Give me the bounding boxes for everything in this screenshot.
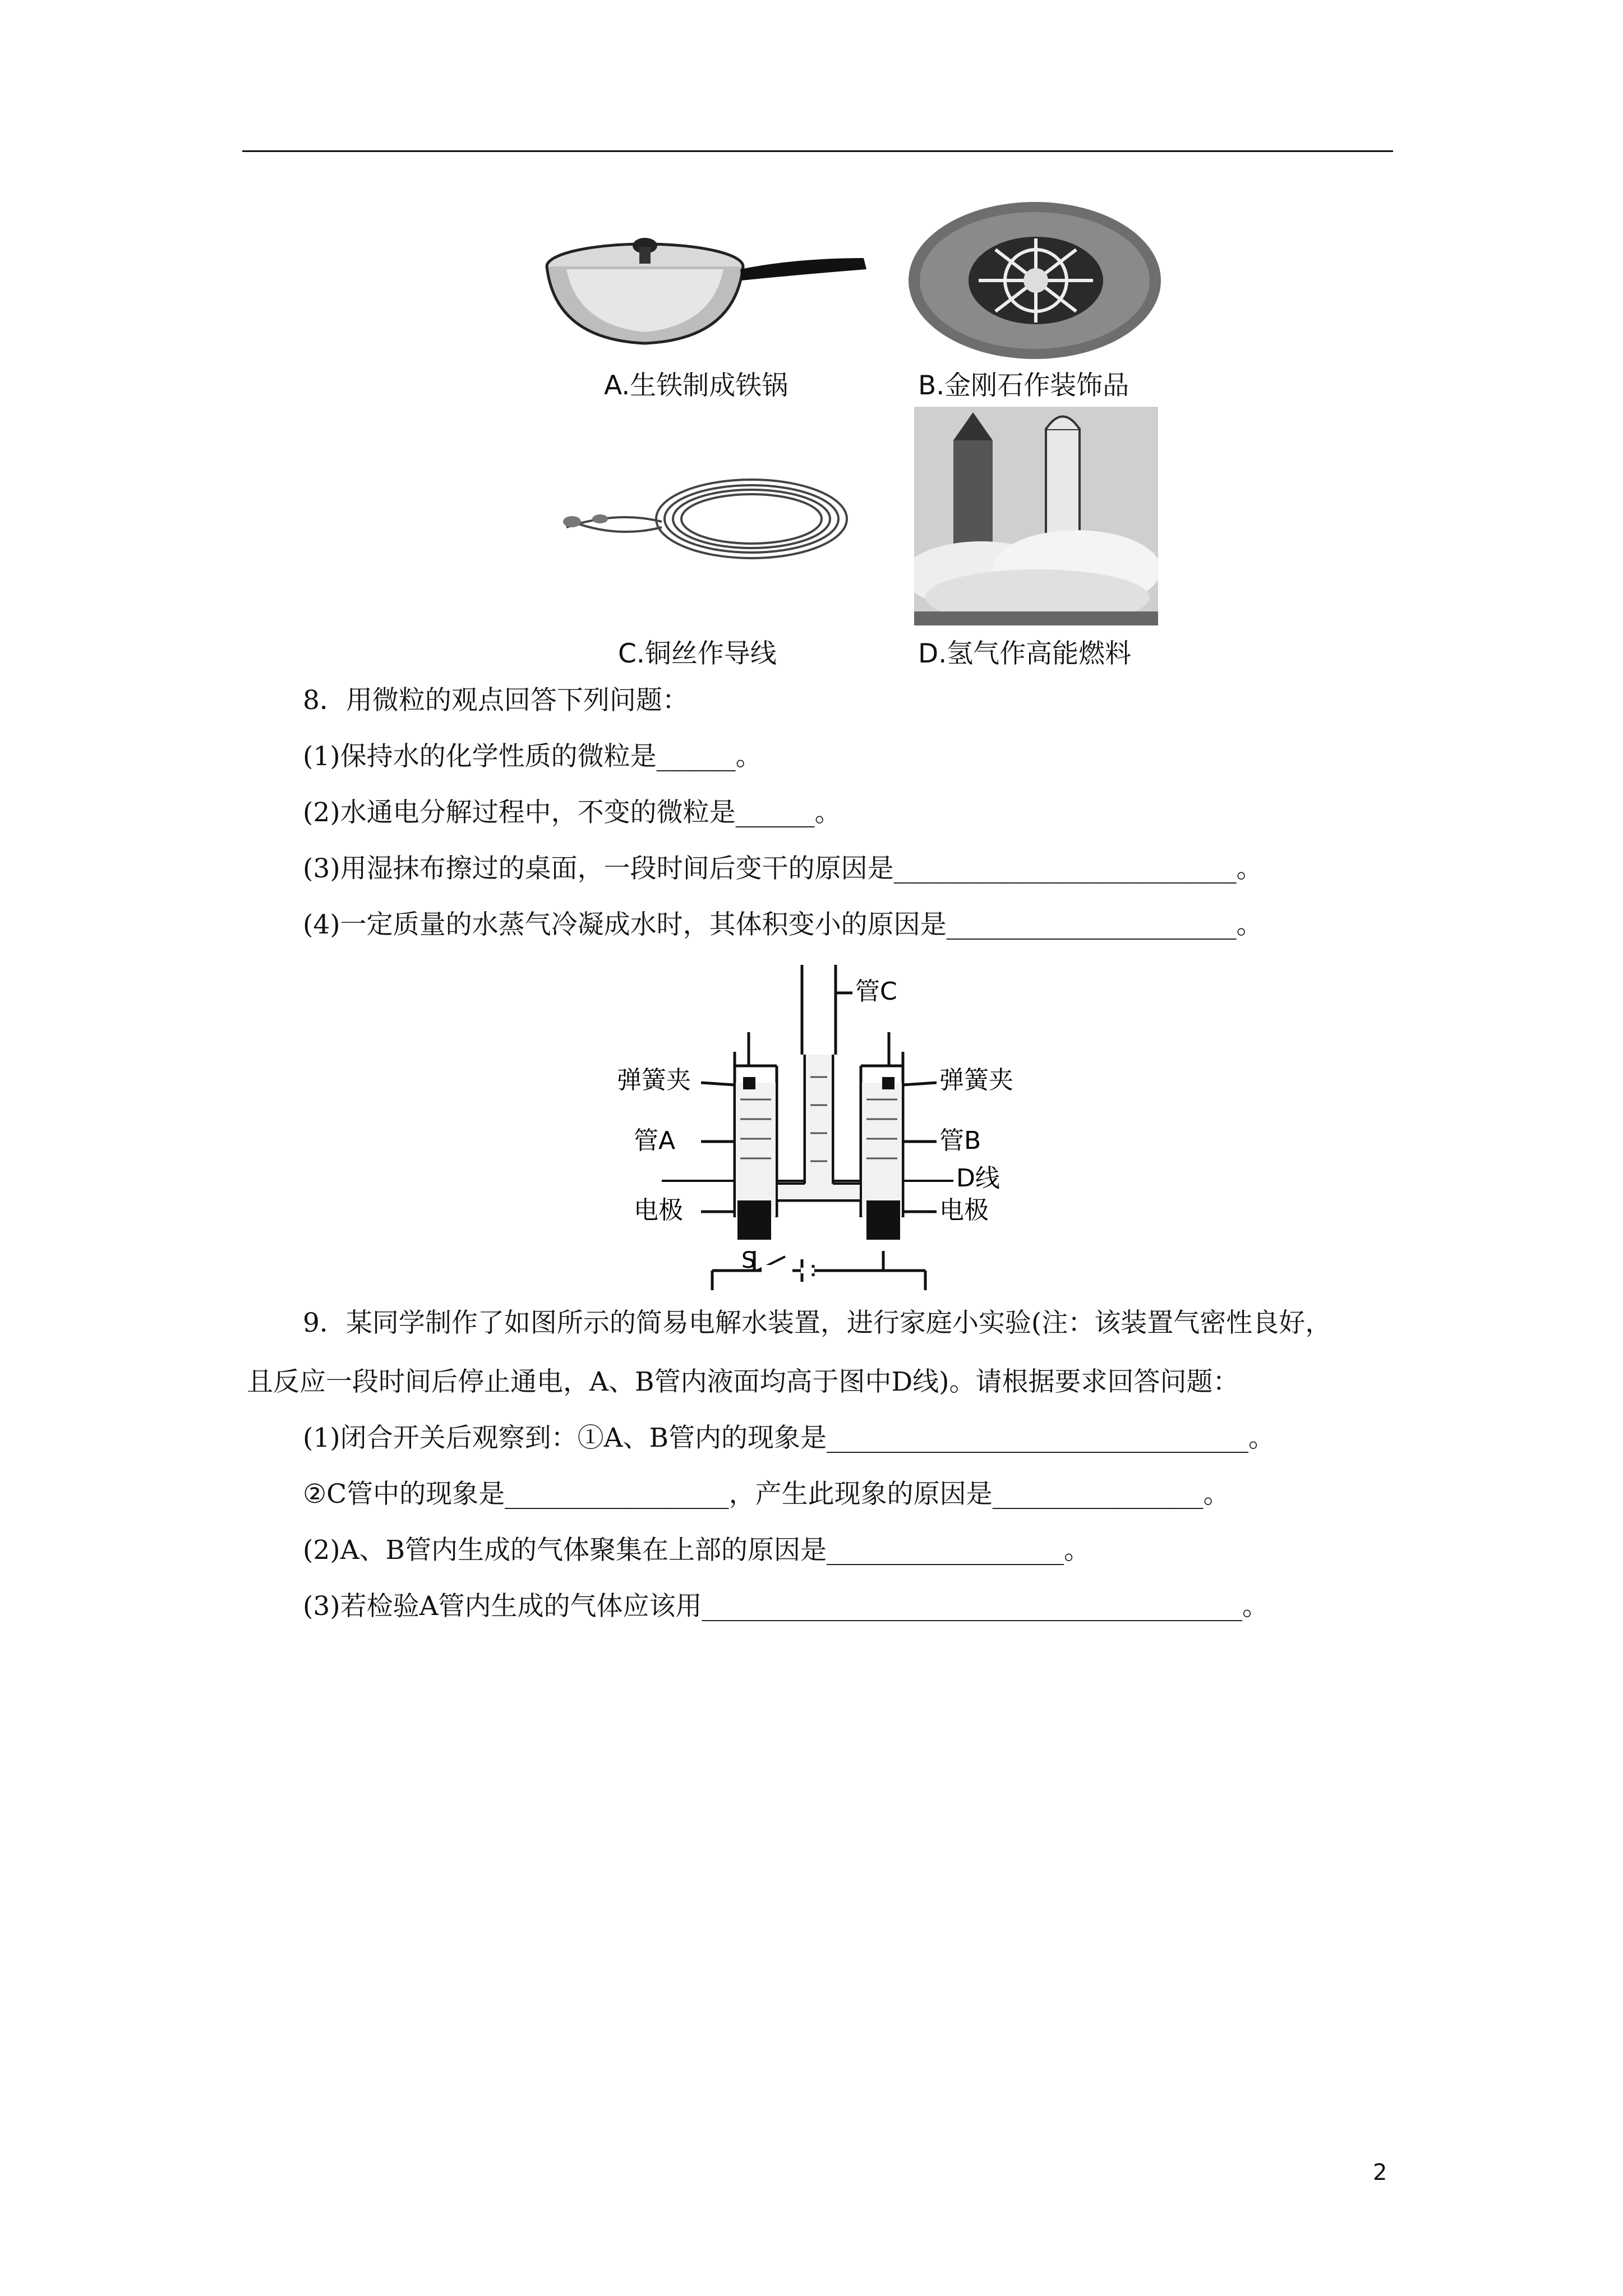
- q8-item-1: (1)保持水的化学性质的微粒是______。: [303, 741, 762, 772]
- q8-item-3: (3)用湿抹布擦过的桌面，一段时间后变干的原因是__________________________。: [303, 853, 1263, 884]
- tube-c-label: 管C: [855, 977, 897, 1006]
- wok-pan-icon: [533, 213, 875, 353]
- q8-stem: 8．用微粒的观点回答下列问题：: [303, 685, 689, 716]
- diamond-icon: [906, 199, 1164, 362]
- image-caption-a: A.生铁制成铁锅: [604, 370, 789, 401]
- clip-left-label: 弹簧夹: [617, 1066, 691, 1094]
- q9-item-4: (3)若检验A管内生成的气体应该用_________________________________________。: [303, 1591, 1269, 1622]
- electrode-right-label: 电极: [939, 1196, 989, 1225]
- q9-stem-line-1: 9．某同学制作了如图所示的简易电解水装置，进行家庭小实验(注：该装置气密性良好，: [303, 1308, 1332, 1338]
- q9-stem-line-2: 且反应一段时间后停止通电，A、B管内液面均高于图中D线)。请根据要求回答问题：: [247, 1366, 1239, 1397]
- copper-wire-icon: [550, 466, 864, 572]
- image-caption-d: D.氢气作高能燃料: [918, 638, 1132, 669]
- electrode-left-label: 电极: [634, 1196, 683, 1225]
- q9-item-2: ②C管中的现象是_________________，产生此现象的原因是________________。: [303, 1479, 1230, 1510]
- tube-b-label: 管B: [939, 1126, 981, 1155]
- q9-item-1: (1)闭合开关后观察到：①A、B管内的现象是________________________________。: [303, 1423, 1275, 1453]
- q8-item-4: (4)一定质量的水蒸气冷凝成水时，其体积变小的原因是______________________。: [303, 909, 1263, 940]
- electrolysis-apparatus-diagram: [617, 965, 1021, 1290]
- clip-right-label: 弹簧夹: [939, 1066, 1013, 1094]
- image-caption-b: B.金刚石作装饰品: [918, 370, 1129, 401]
- q8-item-2: (2)水通电分解过程中，不变的微粒是______。: [303, 797, 841, 828]
- header-rule: [242, 150, 1393, 152]
- rocket-launch-icon: [914, 407, 1158, 625]
- image-caption-c: C.铜丝作导线: [618, 638, 777, 669]
- tube-a-label: 管A: [634, 1126, 676, 1155]
- switch-label: S: [741, 1248, 756, 1273]
- q9-item-3: (2)A、B管内生成的气体聚集在上部的原因是__________________。: [303, 1535, 1091, 1566]
- page-number: 2: [1373, 2160, 1387, 2185]
- line-d-label: D线: [956, 1164, 1000, 1193]
